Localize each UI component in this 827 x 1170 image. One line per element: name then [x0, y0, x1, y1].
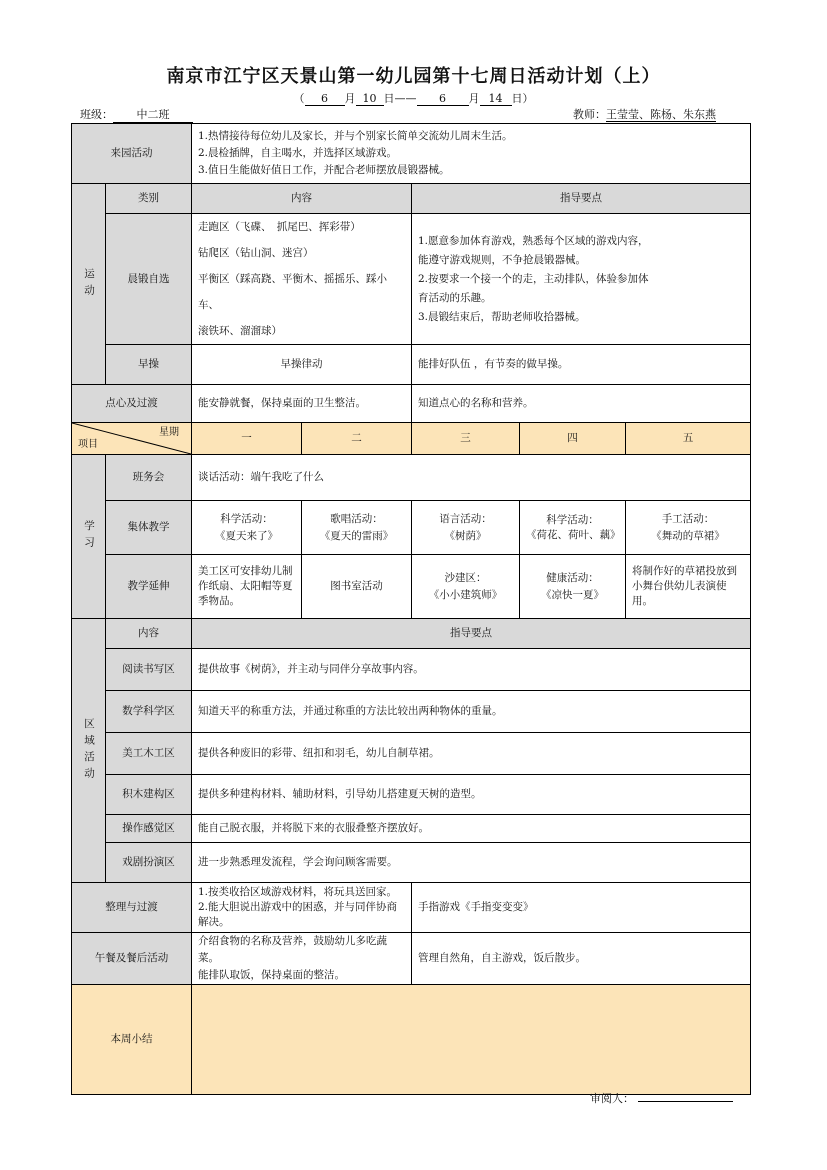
lunch-label: 午餐及餐后活动 — [72, 933, 192, 985]
area-name: 戏剧扮演区 — [106, 843, 192, 883]
row-lunch — [72, 933, 751, 985]
day-monday: 一 — [192, 423, 302, 455]
area-row — [72, 733, 751, 775]
teaching-extension-label: 教学延伸 — [106, 555, 192, 619]
area-name: 操作感觉区 — [106, 815, 192, 843]
lunch-content: 介绍食物的名称及营养，鼓励幼儿多吃蔬菜。 能排队取饭，保持桌面的整洁。 — [192, 933, 412, 985]
row-areas-header — [72, 619, 751, 649]
group-mon: 科学活动： 《夏天来了》 — [192, 501, 302, 555]
teacher-info: 教师：王莹莹、陈杨、朱东燕 — [573, 108, 716, 121]
end-month: 6 — [417, 92, 469, 106]
row-weekdays — [72, 423, 751, 455]
date-range: （ 6 月 10 日—— 6 月 14 日） — [293, 92, 534, 105]
morning-guide: 1.愿意参加体育游戏，熟悉每个区域的游戏内容， 能遵守游戏规则，不争抢晨锻器械。 2.按要求一个接一个的走，主动排队，体验参加体 育活动的乐趣。 3.晨锻结束后，帮助老师收拾器械。 — [412, 214, 751, 345]
class-meeting-label: 班务会 — [106, 455, 192, 501]
area-guide: 提供故事《树荫》，并主动与同伴分享故事内容。 — [192, 649, 751, 691]
learning-section-label: 学习 — [72, 455, 106, 619]
row-exercise — [72, 345, 751, 385]
tidy-label: 整理与过渡 — [72, 883, 192, 933]
class-meeting-content: 谈话活动：端午我吃了什么 — [192, 455, 751, 501]
area-name: 阅读书写区 — [106, 649, 192, 691]
group-fri: 手工活动： 《舞动的草裙》 — [626, 501, 751, 555]
day-tuesday: 二 — [302, 423, 412, 455]
reviewer: 审阅人： — [590, 1090, 733, 1106]
snack-content: 能安静就餐，保持桌面的卫生整洁。 — [192, 385, 412, 423]
group-thu: 科学活动： 《荷花、荷叶、藕》 — [520, 501, 626, 555]
area-row — [72, 775, 751, 815]
lunch-guide: 管理自然角，自主游戏，饭后散步。 — [412, 933, 751, 985]
start-month: 6 — [305, 92, 345, 106]
tidy-content: 1.按类收拾区域游戏材料，将玩具送回家。 2.能大胆说出游戏中的困惑，并与同伴协商解决。 — [192, 883, 412, 933]
end-day: 14 — [480, 92, 512, 106]
day-friday: 五 — [626, 423, 751, 455]
snack-guide: 知道点心的名称和营养。 — [412, 385, 751, 423]
group-tue: 歌唱活动： 《夏天的雷雨》 — [302, 501, 412, 555]
row-morning-exercise — [72, 214, 751, 345]
tidy-guide: 手指游戏《手指变变变》 — [412, 883, 751, 933]
ext-wed: 沙建区： 《小小建筑师》 — [412, 555, 520, 619]
start-day: 10 — [356, 92, 384, 106]
area-guide: 能自己脱衣服，并将脱下来的衣服叠整齐摆放好。 — [192, 815, 751, 843]
area-row — [72, 815, 751, 843]
area-row — [72, 649, 751, 691]
row-class-meeting — [72, 455, 751, 501]
snack-label: 点心及过渡 — [72, 385, 192, 423]
week-item-header — [72, 423, 192, 455]
row-teaching-extension — [72, 555, 751, 619]
area-guide: 提供多种建构材料、辅助材料，引导幼儿搭建夏天树的造型。 — [192, 775, 751, 815]
exercise-content: 早操律动 — [192, 345, 412, 385]
areas-guide-header: 指导要点 — [192, 619, 751, 649]
day-wednesday: 三 — [412, 423, 520, 455]
morning-content: 走跑区（飞碟、 抓尾巴、挥彩带） 钻爬区（钻山洞、迷宫） 平衡区（踩高跷、平衡木、摇摇乐、踩小车、 滚铁环、溜溜球） — [192, 214, 412, 345]
item-label: 项目 — [78, 439, 98, 450]
sports-section-label: 运动 — [72, 184, 106, 385]
exercise-label: 早操 — [106, 345, 192, 385]
summary-content[interactable] — [192, 985, 751, 1095]
row-summary — [72, 985, 751, 1095]
sports-guide-header: 指导要点 — [412, 184, 751, 214]
week-label: 星期 — [159, 427, 179, 438]
areas-section-label: 区域活动 — [72, 619, 106, 883]
group-teaching-label: 集体教学 — [106, 501, 192, 555]
ext-tue: 图书室活动 — [302, 555, 412, 619]
area-guide: 提供各种废旧的彩带、纽扣和羽毛，幼儿自制草裙。 — [192, 733, 751, 775]
area-name: 积木建构区 — [106, 775, 192, 815]
area-row — [72, 691, 751, 733]
plan-table — [71, 123, 751, 1095]
row-tidy — [72, 883, 751, 933]
sports-type-header: 类别 — [106, 184, 192, 214]
summary-label: 本周小结 — [72, 985, 192, 1095]
area-guide: 进一步熟悉理发流程，学会询问顾客需要。 — [192, 843, 751, 883]
arrival-content: 1.热情接待每位幼儿及家长，并与个别家长简单交流幼儿周末生活。 2.晨检插牌，自主喝水，并选择区域游戏。 3.值日生能做好值日工作，并配合老师摆放晨锻器械。 — [192, 124, 751, 184]
ext-thu: 健康活动： 《凉快一夏》 — [520, 555, 626, 619]
area-name: 美工木工区 — [106, 733, 192, 775]
row-group-teaching — [72, 501, 751, 555]
row-arrival — [72, 124, 751, 184]
ext-mon: 美工区可安排幼儿制作纸扇、太阳帽等夏季物品。 — [192, 555, 302, 619]
class-info: 班级： 中二班 — [80, 106, 193, 123]
page-title: 南京市江宁区天景山第一幼儿园第十七周日活动计划（上） — [166, 66, 661, 87]
exercise-guide: 能排好队伍 ，有节奏的做早操。 — [412, 345, 751, 385]
sports-content-header: 内容 — [192, 184, 412, 214]
area-name: 数学科学区 — [106, 691, 192, 733]
areas-content-header: 内容 — [106, 619, 192, 649]
arrival-label: 来园活动 — [72, 124, 192, 184]
ext-fri: 将制作好的草裙投放到小舞台供幼儿表演使用。 — [626, 555, 751, 619]
area-row — [72, 843, 751, 883]
teacher-names: 王莹莹、陈杨、朱东燕 — [606, 108, 716, 121]
area-guide: 知道天平的称重方法，并通过称重的方法比较出两种物体的重量。 — [192, 691, 751, 733]
row-snack — [72, 385, 751, 423]
reviewer-signature-line[interactable] — [638, 1101, 733, 1102]
row-sports-header — [72, 184, 751, 214]
day-thursday: 四 — [520, 423, 626, 455]
morning-label: 晨锻自选 — [106, 214, 192, 345]
group-wed: 语言活动： 《树荫》 — [412, 501, 520, 555]
class-name: 中二班 — [113, 106, 193, 123]
